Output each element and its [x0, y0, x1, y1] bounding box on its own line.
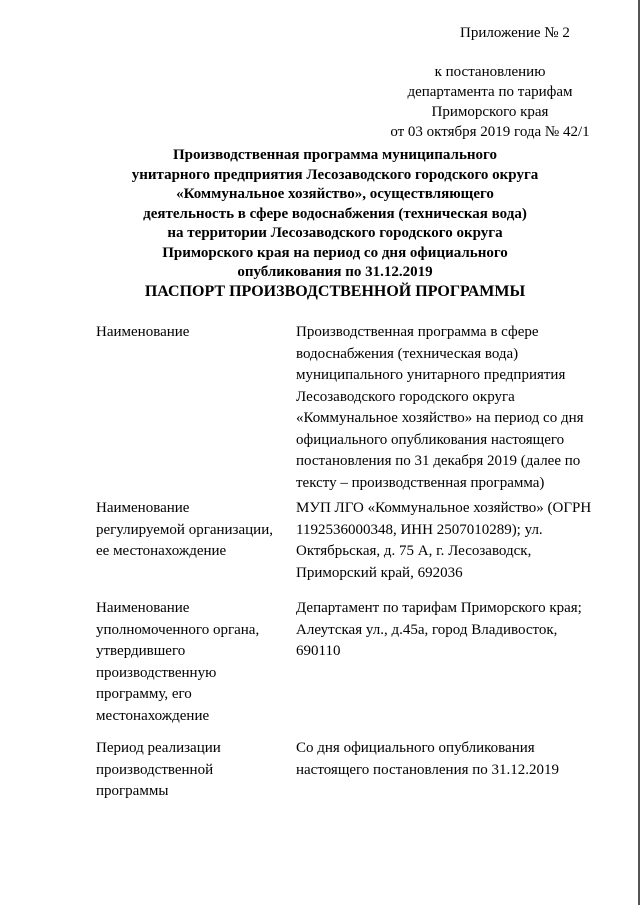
- value-line: официального опубликования настоящего: [296, 431, 565, 448]
- row-label: [96, 598, 286, 727]
- title-line: на территории Лесозаводского городского округа: [167, 225, 503, 241]
- label-line: местонахождение: [96, 707, 210, 724]
- resolution-line: от 03 октября 2019 года № 42/1: [390, 124, 590, 140]
- value-line: муниципального унитарного предприятия: [296, 367, 566, 383]
- title-line: деятельность в сфере водоснабжения (техническая вода): [143, 205, 527, 222]
- row-label: [96, 738, 286, 803]
- value-line: Производственная программа в сфере: [296, 324, 539, 340]
- value-line: водоснабжения (техническая вода): [296, 345, 519, 362]
- label-line: Наименование: [96, 324, 190, 340]
- resolution-line: к постановлению: [434, 64, 546, 80]
- title-line: Приморского края на период со дня официального: [162, 244, 508, 261]
- title-line: Производственная программа муниципального: [173, 147, 497, 163]
- appendix-number: [400, 22, 600, 44]
- resolution-line: департамента по тарифам: [407, 84, 573, 100]
- row-value: [296, 322, 611, 494]
- label-line: производственной: [96, 761, 214, 778]
- value-line: Октябрьская, д. 75 А, г. Лесозаводск,: [296, 543, 532, 559]
- row-value: [296, 498, 611, 584]
- value-line: тексту – производственная программа): [296, 474, 545, 491]
- label-line: программу, его: [96, 686, 192, 702]
- row-value: [296, 738, 611, 781]
- title-line: опубликования по 31.12.2019: [237, 264, 433, 280]
- resolution-line: Приморского края: [431, 104, 549, 120]
- value-line: постановления по 31 декабря 2019 (далее по: [296, 453, 581, 469]
- label-line: уполномоченного органа,: [96, 621, 260, 638]
- label-line: Наименование: [96, 500, 190, 516]
- row-value: [296, 598, 611, 663]
- label-line: регулируемой организации,: [96, 521, 273, 538]
- label-line: Наименование: [96, 600, 190, 616]
- label-line: Период реализации: [96, 740, 221, 756]
- value-line: Лесозаводского городского округа: [296, 388, 515, 405]
- label-line: программы: [96, 783, 169, 799]
- row-label: [96, 322, 286, 344]
- label-line: ее местонахождение: [96, 543, 227, 559]
- label-line: производственную: [96, 664, 217, 681]
- resolution-reference: [380, 62, 600, 142]
- document-title: [100, 146, 570, 283]
- label-line: утвердившего: [96, 643, 186, 659]
- value-line: МУП ЛГО «Коммунальное хозяйство» (ОГРН: [296, 500, 592, 516]
- value-line: Приморский край, 692036: [296, 564, 463, 581]
- value-line: Департамент по тарифам Приморского края;: [296, 600, 582, 616]
- row-label: [96, 498, 286, 563]
- value-line: Со дня официального опубликования: [296, 740, 535, 756]
- value-line: «Коммунальное хозяйство» на период со дня: [296, 410, 584, 426]
- value-line: Алеутская ул., д.45а, город Владивосток,: [296, 621, 558, 638]
- passport-heading: ПАСПОРТ ПРОИЗВОДСТВЕННОЙ ПРОГРАММЫ: [144, 283, 526, 300]
- value-line: настоящего постановления по 31.12.2019: [296, 761, 560, 778]
- appendix-label: Приложение № 2: [460, 25, 570, 41]
- value-line: 690110: [296, 643, 341, 659]
- title-line: «Коммунальное хозяйство», осуществляющего: [176, 186, 494, 202]
- title-line: унитарного предприятия Лесозаводского городского округа: [131, 166, 539, 183]
- value-line: 1192536000348, ИНН 2507010289); ул.: [296, 521, 543, 538]
